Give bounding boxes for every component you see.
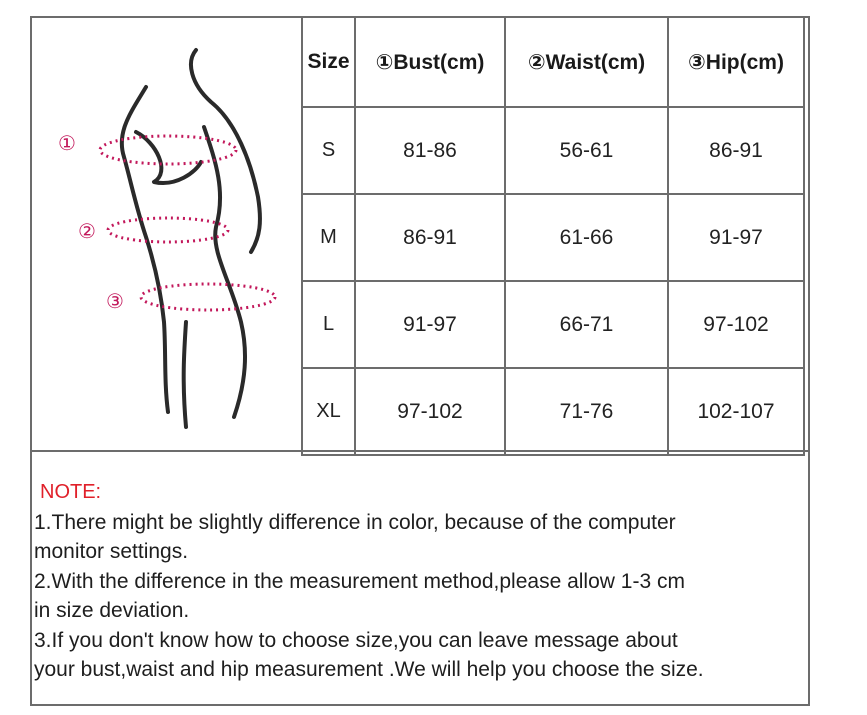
- size-label: M: [302, 194, 355, 281]
- size-label: XL: [302, 368, 355, 455]
- note-line: 3.If you don't know how to choose size,you can leave message about: [34, 628, 678, 652]
- size-label: S: [302, 107, 355, 194]
- waist-value: 56-61: [505, 107, 668, 194]
- note-line: your bust,waist and hip measurement .We will help you choose the size.: [34, 658, 704, 681]
- note-line: 2.With the difference in the measurement method,please allow 1-3 cm: [34, 569, 685, 593]
- size-table: [301, 16, 805, 456]
- note-line: 1.There might be slightly difference in color, because of the computer: [34, 510, 676, 534]
- hip-value: 97-102: [668, 281, 804, 368]
- bust-value: 97-102: [355, 368, 505, 455]
- bust-value: 91-97: [355, 281, 505, 368]
- note-line: in size deviation.: [34, 599, 190, 622]
- table-header-row: [302, 17, 804, 107]
- table-row: [302, 107, 804, 194]
- hip-value: 102-107: [668, 368, 804, 455]
- size-label: L: [302, 281, 355, 368]
- figure-chest-outline: [136, 132, 201, 183]
- marker-hip: ③: [106, 289, 124, 313]
- hip-value: 86-91: [668, 107, 804, 194]
- note-line: monitor settings.: [34, 540, 189, 563]
- note-title: NOTE:: [40, 481, 102, 503]
- figure-leg-outline: [184, 322, 186, 427]
- waist-value: 66-71: [505, 281, 668, 368]
- header-size: Size: [302, 17, 355, 107]
- marker-waist: ②: [78, 219, 96, 243]
- notes-section: [34, 478, 809, 685]
- waist-value: 61-66: [505, 194, 668, 281]
- header-waist: ②Waist(cm): [505, 17, 668, 107]
- marker-bust: ①: [58, 131, 76, 155]
- table-row: [302, 194, 804, 281]
- hip-value: 91-97: [668, 194, 804, 281]
- waist-value: 71-76: [505, 368, 668, 455]
- header-hip: ③Hip(cm): [668, 17, 804, 107]
- waist-measure-ring: [108, 218, 228, 242]
- bust-value: 86-91: [355, 194, 505, 281]
- table-row: [302, 281, 804, 368]
- body-measurement-figure: [36, 22, 298, 446]
- figure-back-outline: [204, 127, 245, 417]
- table-row: [302, 368, 804, 455]
- bust-value: 81-86: [355, 107, 505, 194]
- figure-arm-outline: [191, 50, 260, 252]
- header-bust: ①Bust(cm): [355, 17, 505, 107]
